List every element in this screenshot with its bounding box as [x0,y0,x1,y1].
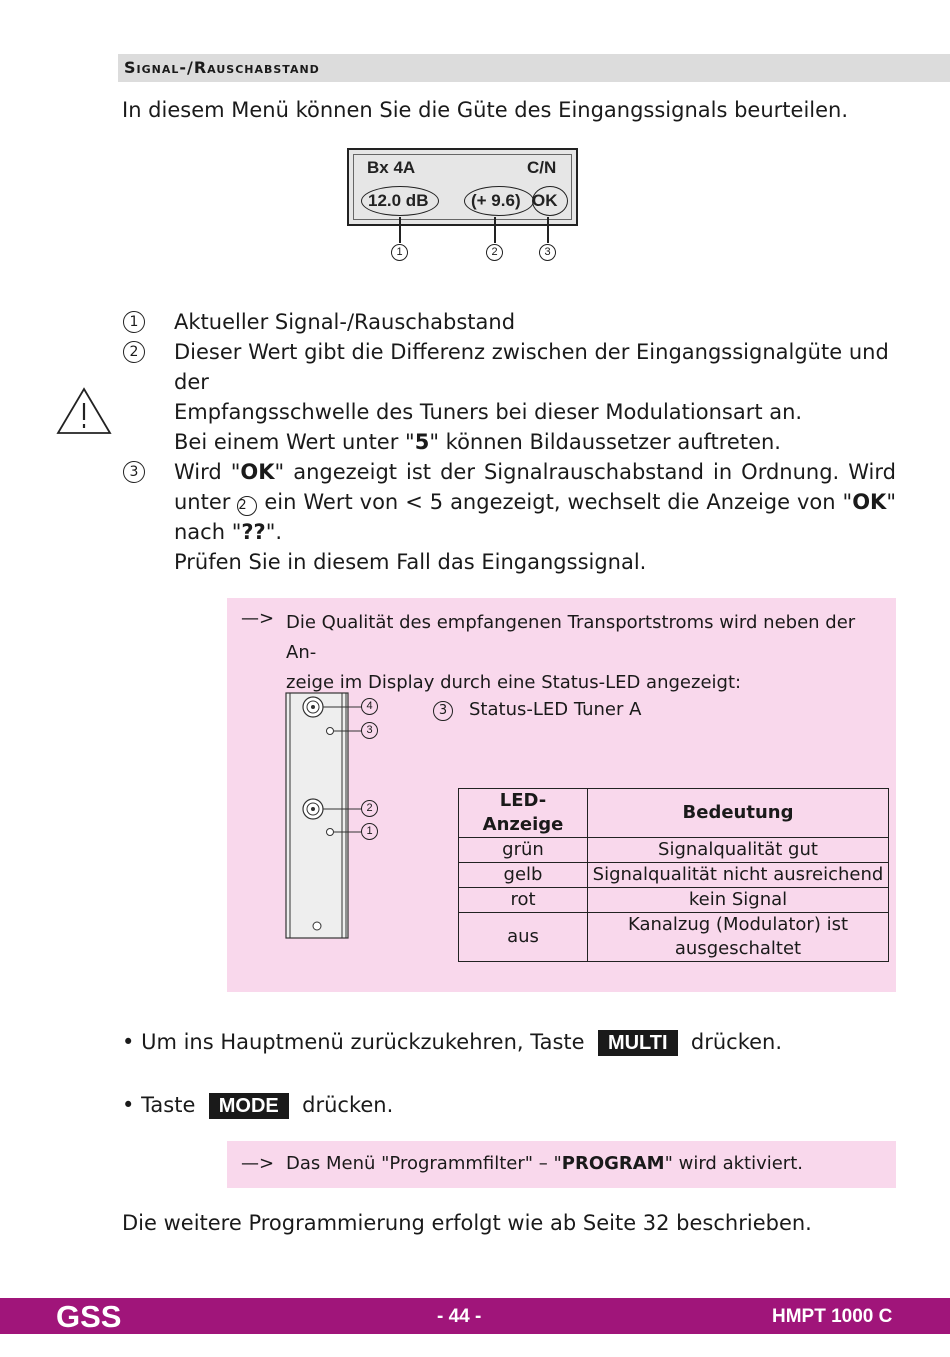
led-label: Status-LED Tuner A [469,699,642,720]
table-cell: Kanalzug (Modulator) ist ausgeschaltet [588,913,889,962]
lcd-value-db: 12.0 dB [368,191,429,210]
item-number-2: 2 [123,341,145,363]
bullet-mode: • Taste MODE drücken. [122,1093,394,1117]
callout-2: 2 [486,244,503,261]
table-cell: aus [459,913,588,962]
note-arrow: —> [241,608,275,629]
table-row [459,888,889,913]
note-led-text: Die Qualität des empfangenen Transportstroms wird neben der An- zeige im Display durch eine Status-LED angezeigt: [286,612,856,693]
item-1-text: Aktueller Signal-/Rauschabstand [174,310,516,334]
panel-label-3: 3 [361,722,378,739]
led-callout-3: 3 [433,701,453,721]
intro-text: In diesem Menü können Sie die Güte des Eingangssignals beurteilen. [122,98,849,122]
model-name: HMPT 1000 C [772,1306,893,1327]
table-cell: gelb [459,863,588,888]
callout-1: 1 [391,244,408,261]
note-box-program [227,1141,896,1188]
item-number-1: 1 [123,311,145,333]
table-cell: Signalqualität nicht ausreichend [588,863,889,888]
table-header: LED-Anzeige [459,789,588,838]
table-header: Bedeutung [588,789,889,838]
footer-bar [0,1298,950,1334]
panel-label-2: 2 [361,800,378,817]
table-cell: kein Signal [588,888,889,913]
table-header-row [459,789,889,838]
led-table [458,788,889,962]
bullet-multi: • Um ins Hauptmenü zurückzukehren, Taste MULTI drücken. [122,1030,783,1054]
table-row [459,913,889,962]
section-title: Signal-/Rauschabstand [124,58,320,77]
warning-icon [56,386,112,436]
table-cell: grün [459,838,588,863]
table-cell: Signalqualität gut [588,838,889,863]
closing-text: Die weitere Programmierung erfolgt wie ab Seite 32 beschrieben. [122,1211,812,1235]
callout-3: 3 [539,244,556,261]
table-row [459,863,889,888]
panel-label-1: 1 [361,823,378,840]
gss-logo: GSS [56,1299,122,1334]
item-3-text: Wird "OK" angezeigt ist der Signalrauschabstand in Ordnung. Wird unter 2 ein Wert von < 5 angezeigt, wechselt die Anzeige von "OK" nach "??". Prüfen Sie in diesem Fall das Eingangssignal. [174,460,896,574]
lcd-channel: Bx 4A [367,158,416,177]
note-program-text: Das Menü "Programmfilter" – "PROGRAM" wird aktiviert. [286,1153,803,1174]
lcd-display [347,148,578,226]
item-2-text: Dieser Wert gibt die Differenz zwischen der Eingangssignalgüte und der Empfangsschwelle des Tuners bei dieser Modulationsart an. Bei einem Wert unter "5" können Bildaussetzer auftreten. [174,340,889,454]
table-row [459,838,889,863]
lcd-status: OK [532,191,558,210]
page-number: - 44 - [437,1306,482,1327]
lcd-value-margin: (+ 9.6) [471,191,521,210]
panel-label-4: 4 [361,698,378,715]
item-number-3: 3 [123,461,145,483]
table-cell: rot [459,888,588,913]
lcd-mode: C/N [527,158,557,177]
note-arrow: —> [241,1153,275,1174]
multi-key: MULTI [598,1030,678,1056]
mode-key: MODE [209,1093,289,1119]
note-box-led [227,598,896,992]
